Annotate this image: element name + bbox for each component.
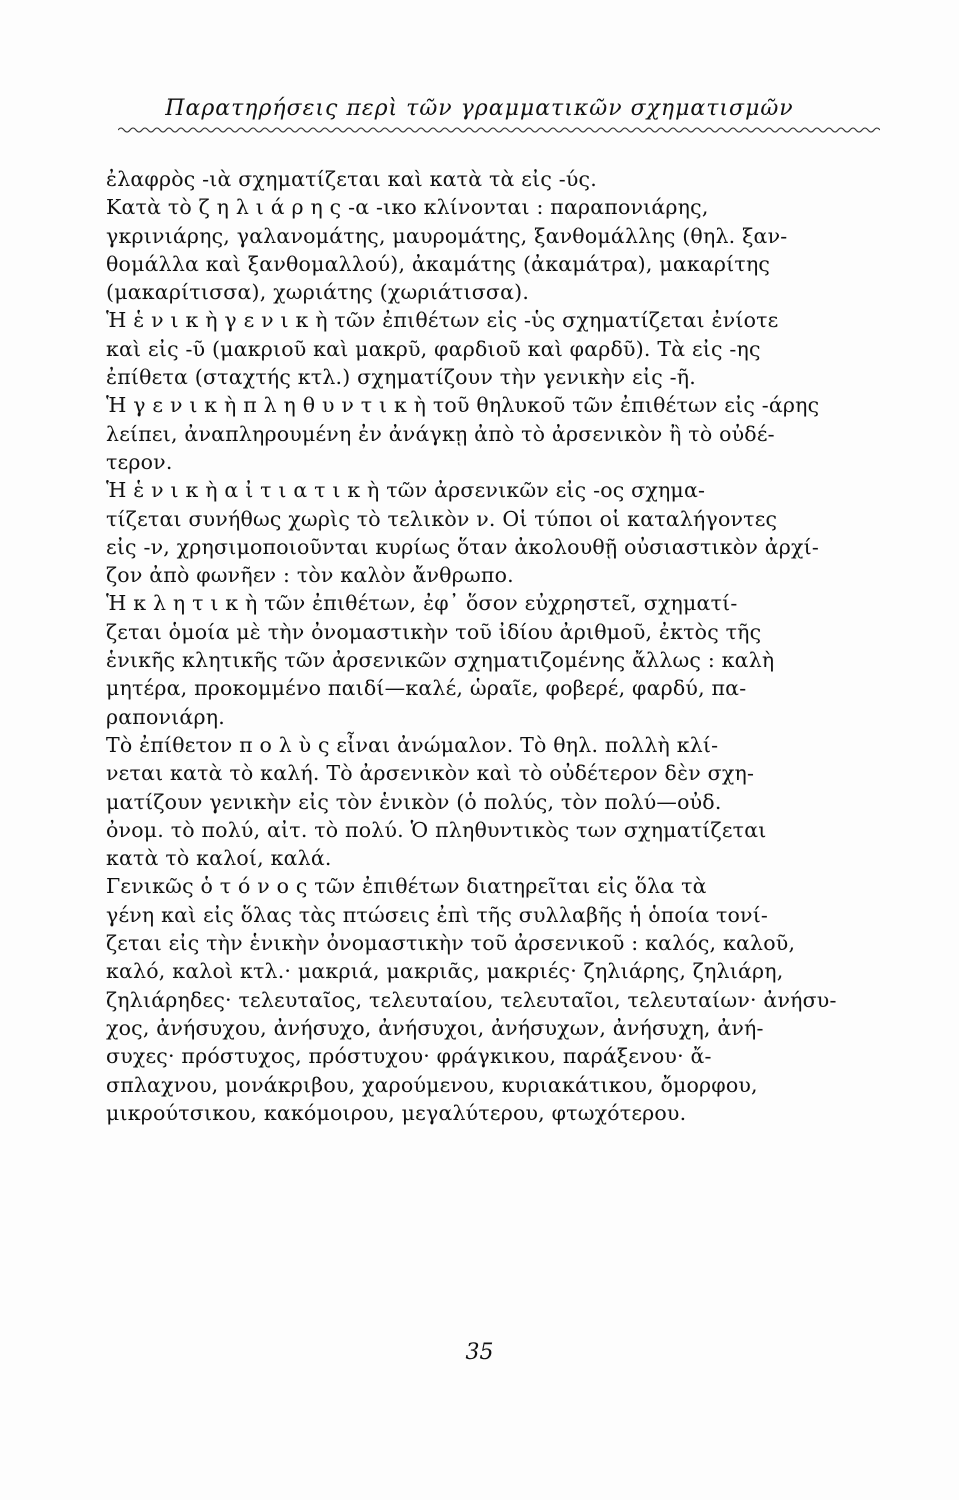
- text-line: Ἡ ἑ ν ι κ ὴ α ἰ τ ι α τ ι κ ὴ τῶν ἀρσενικῶν εἰς -ος σχημα-: [106, 478, 706, 503]
- text-line: ἑνικῆς κλητικῆς τῶν ἀρσενικῶν σχηματιζομένης ἄλλως : καλὴ: [106, 648, 775, 673]
- text-line: θομάλλα καὶ ξανθομαλλού), ἀκαμάτης (ἀκαμάτρα), μακαρίτης: [106, 251, 771, 276]
- text-line: συχες· πρόστυχος, πρόστυχου· φράγκικου, παράξενου· ἄ-: [106, 1044, 712, 1069]
- text-line: τίζεται συνήθως χωρὶς τὸ τελικὸν ν. Οἱ τύποι οἱ καταλήγοντες: [106, 506, 778, 531]
- text-line: Κατὰ τὸ ζ η λ ι ά ρ η ς -α -ικο κλίνονται : παραπονιάρης,: [106, 195, 709, 220]
- page-number: 35: [465, 1340, 494, 1365]
- text-line: λείπει, ἀναπληρουμένη ἐν ἀνάγκῃ ἀπὸ τὸ ἀρσενικὸν ἢ τὸ οὐδέ-: [106, 421, 775, 446]
- running-head: Παρατηρήσεις περὶ τῶν γραμματικῶν σχηματισμῶν: [165, 96, 794, 121]
- text-line: Ἡ ἑ ν ι κ ὴ γ ε ν ι κ ὴ τῶν ἐπιθέτων εἰς -ὑς σχηματίζεται ἐνίοτε: [106, 308, 779, 333]
- wavy-rule: [118, 126, 880, 134]
- text-line: μητέρα, προκομμένο παιδί—καλέ, ὡραῖε, φοβερέ, φαρδύ, πα-: [106, 676, 747, 701]
- text-line: Ἡ κ λ η τ ι κ ὴ τῶν ἐπιθέτων, ἐφ᾽ ὅσον εὐχρηστεῖ, σχηματί-: [106, 591, 738, 616]
- text-line: ζον ἀπὸ φωνῆεν : τὸν καλὸν ἄνθρωπο.: [106, 563, 514, 588]
- body-text: [106, 165, 886, 1127]
- text-line: ὀνομ. τὸ πολύ, αἰτ. τὸ πολύ. Ὁ πληθυντικὸς των σχηματίζεται: [106, 817, 767, 842]
- text-line: ραπονιάρη.: [106, 704, 225, 729]
- text-line: μικρούτσικου, κακόμοιρου, μεγαλύτερου, φτωχότερου.: [106, 1100, 687, 1125]
- text-line: καλό, καλοὶ κτλ.· μακριά, μακριᾶς, μακριές· ζηλιάρης, ζηλιάρη,: [106, 959, 784, 984]
- text-line: ζεται εἰς τὴν ἑνικὴν ὀνομαστικὴν τοῦ ἀρσενικοῦ : καλός, καλοῦ,: [106, 931, 796, 956]
- text-line: χος, ἀνήσυχου, ἀνήσυχο, ἀνήσυχοι, ἀνήσυχων, ἀνήσυχη, ἀνή-: [106, 1015, 764, 1040]
- text-line: Τὸ ἐπίθετον π ο λ ὺ ς εἶναι ἀνώμαλον. Τὸ θηλ. πολλὴ κλί-: [106, 732, 719, 757]
- text-line: σπλαχνου, μονάκριβου, χαρούμενου, κυριακάτικου, ὄμορφου,: [106, 1072, 758, 1097]
- text-line: (μακαρίτισσα), χωριάτης (χωριάτισσα).: [106, 280, 530, 305]
- text-line: γένη καὶ εἰς ὅλας τὰς πτώσεις ἐπὶ τῆς συλλαβῆς ἡ ὁποία τονί-: [106, 902, 769, 927]
- text-line: εἰς -ν, χρησιμοποιοῦνται κυρίως ὅταν ἀκολουθῇ οὐσιαστικὸν ἀρχί-: [106, 534, 819, 559]
- text-line: ματίζουν γενικὴν εἰς τὸν ἑνικὸν (ὁ πολύς, τὸν πολύ—οὐδ.: [106, 789, 722, 814]
- text-line: Γενικῶς ὁ τ ό ν ο ς τῶν ἐπιθέτων διατηρεῖται εἰς ὅλα τὰ: [106, 874, 707, 899]
- text-line: ζεται ὁμοία μὲ τὴν ὀνομαστικὴν τοῦ ἰδίου ἀριθμοῦ, ἐκτὸς τῆς: [106, 619, 762, 644]
- text-line: ἐλαφρὸς -ιὰ σχηματίζεται καὶ κατὰ τὰ εἰς -ύς.: [106, 167, 597, 191]
- text-line: κατὰ τὸ καλοί, καλά.: [106, 846, 332, 871]
- text-line: γκρινιάρης, γαλανομάτης, μαυρομάτης, ξανθομάλλης (θηλ. ξαν-: [106, 223, 788, 248]
- text-line: τερον.: [106, 449, 173, 474]
- text-line: Ἡ γ ε ν ι κ ὴ π λ η θ υ ν τ ι κ ὴ τοῦ θηλυκοῦ τῶν ἐπιθέτων εἰς -άρης: [106, 393, 820, 418]
- text-line: νεται κατὰ τὸ καλή. Τὸ ἀρσενικὸν καὶ τὸ οὐδέτερον δὲν σχη-: [106, 761, 755, 786]
- text-line: ἐπίθετα (σταχτής κτλ.) σχηματίζουν τὴν γενικὴν εἰς -ῆ.: [106, 365, 696, 390]
- text-line: καὶ εἰς -ῦ (μακριοῦ καὶ μακρῦ, φαρδιοῦ καὶ φαρδῦ). Τὰ εἰς -ης: [106, 336, 761, 361]
- text-line: ζηλιάρηδες· τελευταῖος, τελευταίου, τελευταῖοι, τελευταίων· ἀνήσυ-: [106, 987, 837, 1012]
